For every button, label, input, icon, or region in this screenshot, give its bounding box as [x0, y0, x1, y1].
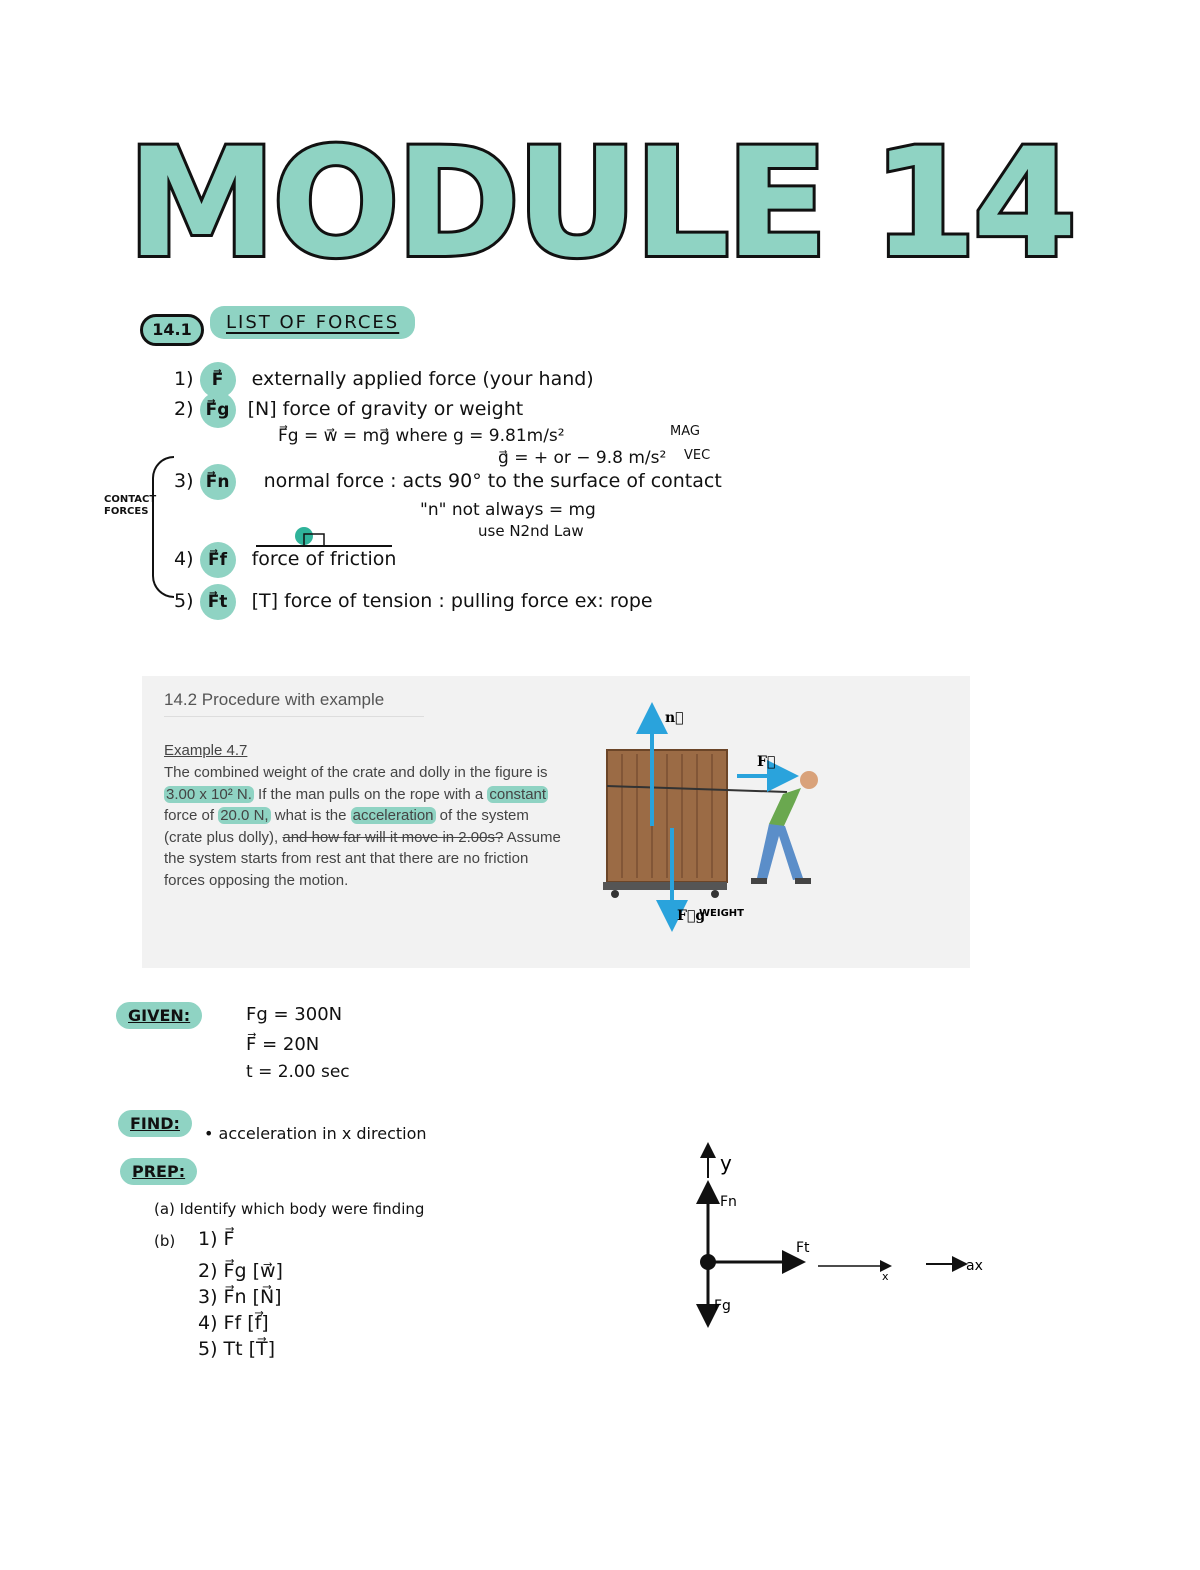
weight-label: WEIGHT [699, 908, 744, 919]
example-heading: 14.2 Procedure with example [164, 690, 424, 717]
fn-label: Fn [720, 1194, 737, 1210]
gravity-tag-mag: MAG [670, 424, 700, 439]
given-item-f: F⃗ = 20N [246, 1034, 320, 1055]
force-number: 3) [174, 470, 194, 492]
body-point [700, 1254, 716, 1270]
prep-label: PREP: [120, 1158, 197, 1185]
force-symbol: F⃗f [200, 542, 236, 578]
prep-item: 5) Tt [T⃗] [198, 1338, 276, 1360]
force-item-2 [174, 392, 523, 428]
force-text: [T] force of tension : pulling force ex: rope [251, 590, 653, 612]
force-item-5 [174, 584, 653, 620]
y-label: y [720, 1151, 732, 1175]
force-text: force of friction [251, 548, 397, 570]
find-label: FIND: [118, 1110, 192, 1137]
module-title-text: MODULE 14 [126, 117, 1074, 291]
section-number: 14.1 [140, 314, 204, 346]
highlight-force: 20.0 N, [220, 807, 269, 824]
n-label: n⃗ [665, 710, 684, 726]
fg-label: Fg [714, 1298, 731, 1314]
example-card [142, 676, 970, 968]
free-body-diagram [690, 1140, 1010, 1330]
prep-item: 3) F⃗n [N⃗] [198, 1286, 282, 1308]
x-label: x [882, 1270, 889, 1283]
force-symbol: F⃗g [200, 392, 236, 428]
prep-item: 2) F⃗g [w⃗] [198, 1260, 283, 1282]
ax-label: ax [966, 1258, 983, 1274]
force-number: 2) [174, 398, 194, 420]
force-text: [N] force of gravity or weight [247, 398, 524, 420]
force-text: externally applied force (your hand) [251, 368, 594, 390]
gravity-tag-vec: VEC [684, 448, 711, 463]
module-title [126, 105, 1074, 291]
force-number: 5) [174, 590, 194, 612]
force-item-4 [174, 542, 396, 578]
contact-forces-bracket [152, 456, 174, 598]
f-label: F⃗ [757, 754, 776, 770]
force-symbol: F⃗ [200, 362, 236, 398]
force-text: normal force : acts 90° to the surface of contact [263, 470, 722, 492]
example-body: The combined weight of the crate and dolly in the figure is 3.00 x 10² N. If the man pulls on the rope with a constant force of 20.0 N, what is the acceleration of the system (crate plus dolly), and how far will it move in 2.00s? Assume the system starts from rest ant that there are no friction forces opposing the motion. [164, 764, 561, 889]
contact-forces-label: CONTACT FORCES [104, 494, 157, 517]
highlight-weight: 3.00 x 10² N. [166, 785, 252, 803]
gravity-note-1: F⃗g = w⃗ = mg⃗ where g = 9.81m/s² [278, 426, 565, 446]
gravity-note-2: g⃗ = + or − 9.8 m/s² [498, 448, 667, 468]
prep-step-a: (a) Identify which body were finding [154, 1200, 425, 1218]
find-text: • acceleration in x direction [204, 1124, 427, 1143]
given-label: GIVEN: [116, 1002, 202, 1029]
prep-item: 1) F⃗ [198, 1228, 235, 1250]
normal-note-2: use N2nd Law [478, 522, 584, 540]
section-title: LIST OF FORCES [210, 306, 415, 339]
force-item-3 [174, 464, 722, 500]
dolly [603, 882, 727, 890]
given-item-fg: Fg = 300N [246, 1004, 343, 1025]
struck-text: and how far will it move in 2.00s? [282, 828, 504, 846]
force-number: 4) [174, 548, 194, 570]
crate-figure [597, 696, 837, 936]
man-figure [751, 771, 818, 884]
force-symbol: F⃗t [200, 584, 236, 620]
force-symbol: F⃗n [200, 464, 236, 500]
example-label: Example 4.7 [164, 742, 248, 759]
highlight-constant: constant [489, 785, 547, 803]
prep-item: 4) Ff [f⃗] [198, 1312, 269, 1334]
normal-note-1: "n" not always = mg [420, 500, 596, 520]
highlight-acceleration: acceleration [352, 807, 434, 824]
fg-label: F⃗g [677, 908, 706, 924]
given-item-t: t = 2.00 sec [246, 1062, 350, 1082]
prep-step-b-label: (b) [154, 1232, 176, 1250]
ft-label: Ft [796, 1240, 810, 1256]
force-number: 1) [174, 368, 194, 390]
